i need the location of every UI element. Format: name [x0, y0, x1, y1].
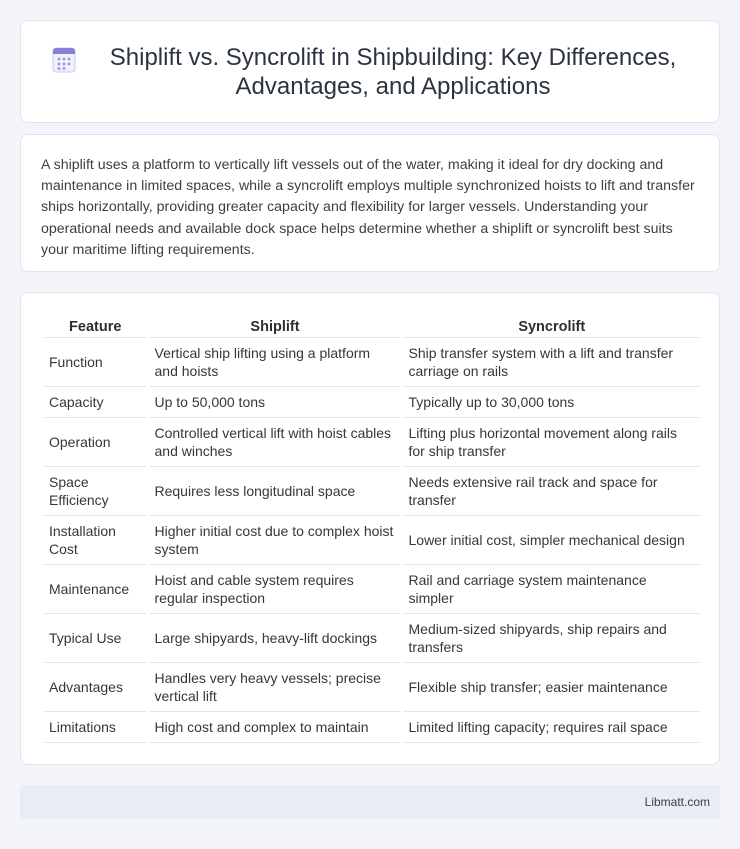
syncrolift-cell: Medium-sized shipyards, ship repairs and transfers: [402, 613, 700, 662]
comparison-card: [20, 292, 720, 765]
table-row: [44, 337, 700, 386]
shiplift-cell: Large shipyards, heavy-lift dockings: [148, 613, 402, 662]
table-row: [44, 613, 700, 662]
shiplift-cell: High cost and complex to maintain: [148, 711, 402, 742]
feature-cell: Capacity: [44, 386, 148, 417]
syncrolift-cell: Rail and carriage system maintenance simpler: [402, 564, 700, 613]
table-row: [44, 711, 700, 742]
table-row: [44, 417, 700, 466]
table-row: [44, 515, 700, 564]
syncrolift-cell: Flexible ship transfer; easier maintenance: [402, 662, 700, 711]
syncrolift-cell: Needs extensive rail track and space for transfer: [402, 466, 700, 515]
header-feature: Feature: [44, 315, 148, 337]
syncrolift-cell: Lifting plus horizontal movement along rails for ship transfer: [402, 417, 700, 466]
shiplift-cell: Hoist and cable system requires regular inspection: [148, 564, 402, 613]
header-syncrolift: Syncrolift: [402, 315, 700, 337]
feature-cell: Limitations: [44, 711, 148, 742]
intro-card: [20, 134, 720, 272]
syncrolift-cell: Limited lifting capacity; requires rail space: [402, 711, 700, 742]
shiplift-cell: Handles very heavy vessels; precise vertical lift: [148, 662, 402, 711]
table-row: [44, 564, 700, 613]
feature-cell: Typical Use: [44, 613, 148, 662]
feature-cell: Function: [44, 337, 148, 386]
shiplift-cell: Controlled vertical lift with hoist cables and winches: [148, 417, 402, 466]
shiplift-cell: Requires less longitudinal space: [148, 466, 402, 515]
footer: [20, 785, 720, 819]
syncrolift-cell: Lower initial cost, simpler mechanical design: [402, 515, 700, 564]
title-card: [20, 20, 720, 123]
table-row: [44, 466, 700, 515]
feature-cell: Advantages: [44, 662, 148, 711]
table-row: [44, 386, 700, 417]
table-row: [44, 662, 700, 711]
feature-cell: Installation Cost: [44, 515, 148, 564]
feature-cell: Operation: [44, 417, 148, 466]
feature-cell: Space Efficiency: [44, 466, 148, 515]
page-title: Shiplift vs. Syncrolift in Shipbuilding: Key Differences, Advantages, and Applications: [109, 43, 677, 100]
footer-brand[interactable]: Libmatt.com: [644, 795, 710, 809]
intro-paragraph: A shiplift uses a platform to vertically lift vessels out of the water, making it ideal for dry docking and maintenance in limited spaces, while a syncrolift employs multiple synchronized hoists to lift and transfer ships horizontally, providing greater capacity and flexibility for larger vessels. Understanding your operational needs and available dock space helps determine whether a shiplift or syncrolift best suits your maritime lifting requirements.: [41, 157, 695, 258]
document-icon: [51, 47, 77, 73]
comparison-table: [44, 315, 700, 743]
syncrolift-cell: Ship transfer system with a lift and transfer carriage on rails: [402, 337, 700, 386]
shiplift-cell: Up to 50,000 tons: [148, 386, 402, 417]
title-wrap: [51, 43, 689, 101]
shiplift-cell: Higher initial cost due to complex hoist system: [148, 515, 402, 564]
table-header-row: [44, 315, 700, 337]
feature-cell: Maintenance: [44, 564, 148, 613]
syncrolift-cell: Typically up to 30,000 tons: [402, 386, 700, 417]
shiplift-cell: Vertical ship lifting using a platform and hoists: [148, 337, 402, 386]
header-shiplift: Shiplift: [148, 315, 402, 337]
